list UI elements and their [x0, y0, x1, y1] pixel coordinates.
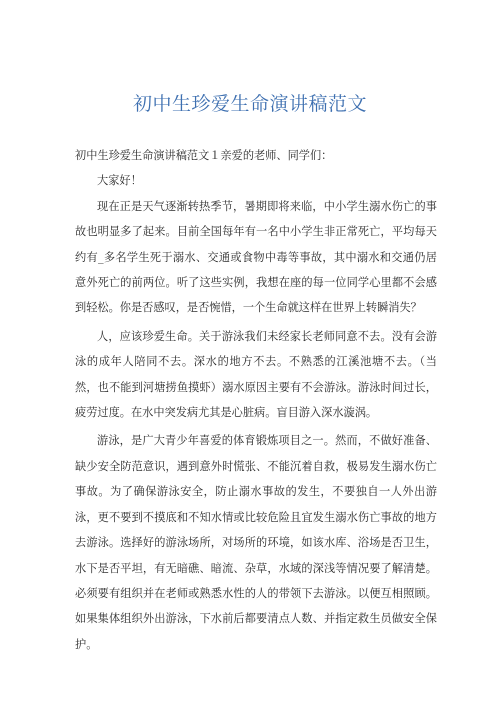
page-title: 初中生珍爱生命演讲稿范文 — [132, 93, 367, 115]
paragraph-2: 人，应该珍爱生命。关于游泳我们未经家长老师同意不去。没有会游泳的成年人陪同不去。深水的地方不去。不熟悉的江溪池塘不去。（当然，也不能到河塘捞鱼摸虾）溺水原因主要有不会游泳。游泳时间过长，疲劳过度。在水中突发病尤其是心脏病。盲目游入深水漩涡。 — [75, 329, 437, 420]
document-body — [75, 143, 437, 657]
greeting-line: 大家好！ — [97, 174, 142, 188]
paragraph-3: 游泳，是广大青少年喜爱的体育锻炼项目之一。然而，不做好准备、缺少安全防范意识，遇到意外时慌张、不能沉着自救，极易发生溺水伤亡事故。为了确保游泳安全，防止溺水事故的发生，不要独自一人外出游泳，更不要到不摸底和不知水情或比较危险且宜发生溺水伤亡事故的地方去游泳。选择好的游泳场所，对场所的环境，如该水库、浴场是否卫生，水下是否平坦，有无暗礁、暗流、杂草，水域的深浅等情况要了解清楚。必须要有组织并在老师或熟悉水性的人的带领下去游泳。以便互相照顾。如果集体组织外出游泳，下水前后都要清点人数、并指定救生员做安全保护。 — [75, 434, 437, 651]
salutation-line: 初中生珍爱生命演讲稿范文１亲爱的老师、同学们： — [75, 149, 333, 162]
paragraph-1: 现在正是天气逐渐转热季节，暑期即将来临，中小学生溺水伤亡的事故也明显多了起来。目前全国每年有一名中小学生非正常死亡，平均每天约有_多名学生死于溺水、交通或食物中毒等事故，其中溺水和交通仍居意外死亡的前两位。听了这些实例，我想在座的每一位同学心里都不会感到轻松。你是否感叹，是否惋惜，一个生命就这样在世界上转瞬消失？ — [75, 199, 437, 315]
